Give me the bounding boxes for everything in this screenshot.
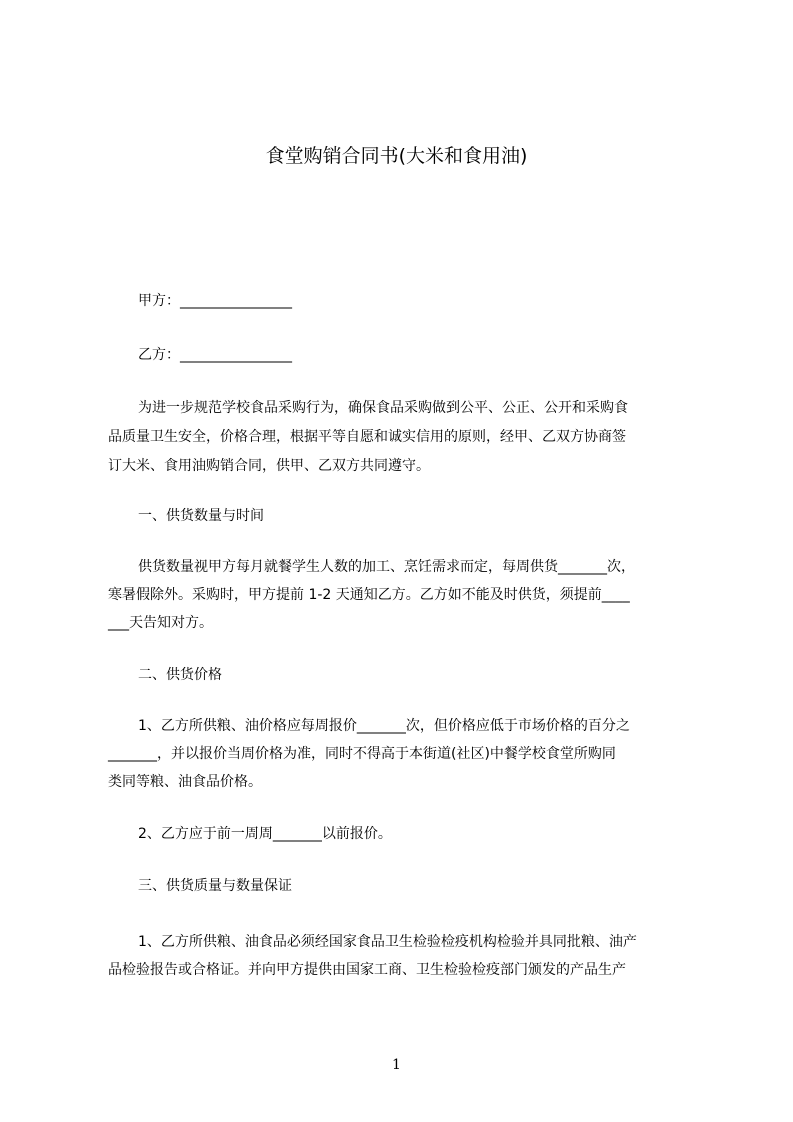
section3-item1-line-2: 品检验报告或合格证。并向甲方提供由国家工商、卫生检验检疫部门颁发的产品生产 <box>108 962 626 978</box>
party-a-field: 甲方：________________ <box>138 293 292 309</box>
intro-line-1: 为进一步规范学校食品采购行为，确保食品采购做到公平、公正、公开和采购食 <box>138 400 628 416</box>
intro-line-2: 品质量卫生安全，价格合理，根据平等自愿和诚实信用的原则，经甲、乙双方协商签 <box>108 429 626 445</box>
section3-item1-line-1: 1、乙方所供粮、油食品必须经国家食品卫生检验检疫机构检验并具同批粮、油产 <box>138 934 637 950</box>
section2-item1-line-3: 类同等粮、油食品价格。 <box>108 774 262 790</box>
section1-heading: 一、供货数量与时间 <box>138 508 264 524</box>
section1-line-1: 供货数量视甲方每月就餐学生人数的加工、烹饪需求而定，每周供货_______次， <box>138 559 635 575</box>
section3-heading: 三、供货质量与数量保证 <box>138 878 292 894</box>
page-number: 1 <box>392 1057 401 1073</box>
section1-line-2: 寒暑假除外。采购时，甲方提前 1-2 天通知乙方。乙方如不能及时供货，须提前____ <box>108 587 630 603</box>
section2-item2: 2、乙方应于前一周周_______以前报价。 <box>138 826 392 842</box>
section2-heading: 二、供货价格 <box>138 667 222 683</box>
intro-line-3: 订大米、食用油购销合同，供甲、乙双方共同遵守。 <box>108 458 430 474</box>
party-b-field: 乙方：________________ <box>138 347 292 363</box>
document-title: 食堂购销合同书(大米和食用油) <box>265 145 528 167</box>
section2-item1-line-1: 1、乙方所供粮、油价格应每周报价_______次，但价格应低于市场价格的百分之 <box>138 718 630 734</box>
section2-item1-line-2: _______，并以报价当周价格为准，同时不得高于本街道(社区)中餐学校食堂所购同 <box>108 746 616 762</box>
section1-line-3: ___天告知对方。 <box>108 615 213 631</box>
